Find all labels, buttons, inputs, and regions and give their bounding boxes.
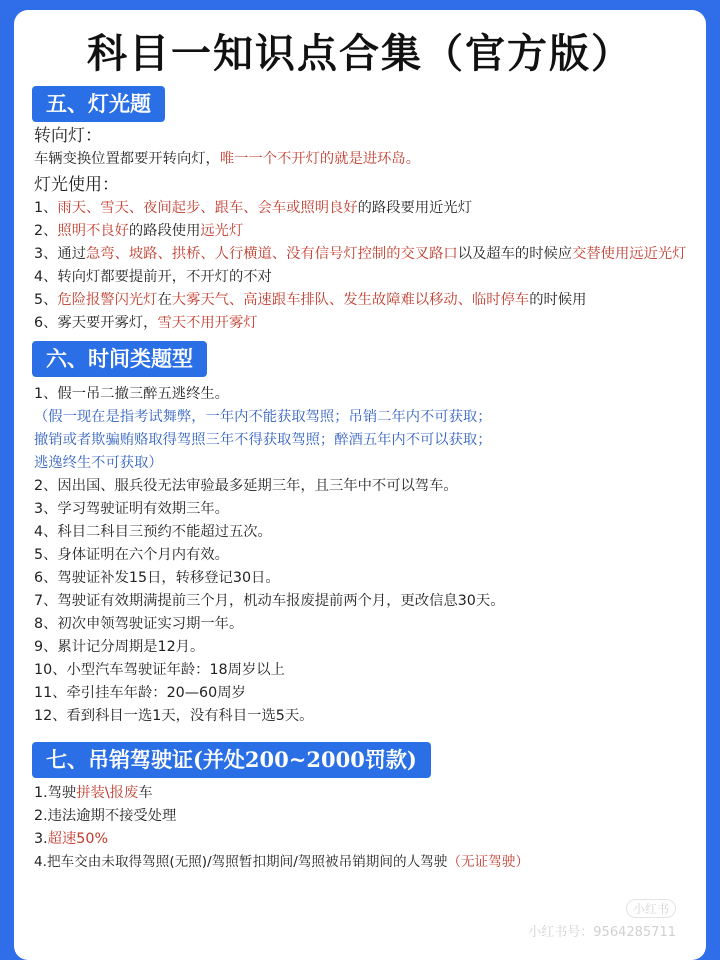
text-part: 1.驾驶 (34, 785, 77, 801)
text-highlight: 雨天、雪天、夜间起步、跟车、会车或照明良好 (57, 200, 358, 216)
content-card (14, 10, 706, 960)
text-highlight: 拼装\报废 (76, 785, 139, 801)
time-item-9: 9、累计记分周期是12月。 (34, 639, 205, 655)
time-item-7: 7、驾驶证有效期满提前三个月，机动车报废提前两个月，更改信息30天。 (34, 593, 505, 609)
text-part: 的时候用 (529, 292, 587, 308)
light-usage-label: 灯光使用： (34, 175, 119, 195)
text-highlight: 大雾天气、高速跟车排队、发生故障难以移动、临时停车 (171, 292, 530, 308)
time-note-line-3: 逃逸终生不可获取） (34, 455, 163, 471)
light-item-4: 4、转向灯都要提前开，不开灯的不对 (34, 269, 272, 285)
text-part: 以及超车的时候应 (457, 246, 573, 262)
time-note-line-1: （假一现在是指考试舞弊，一年内不能获取驾照；吊销二年内不可获取； (34, 409, 492, 425)
section-5-heading: 五、灯光题 (32, 86, 165, 122)
text-part: 1、 (34, 200, 58, 216)
text-part: 的路段使用 (128, 223, 201, 239)
text-part: 4.把车交由未取得驾照(无照)/驾照暂扣期间/驾照被吊销期间的人驾驶 (34, 854, 448, 870)
light-item-1 (34, 197, 688, 220)
text-part: 2、 (34, 223, 58, 239)
text-highlight: 远光灯 (200, 223, 244, 239)
text-part: 的路段要用近光灯 (357, 200, 473, 216)
text-highlight: 照明不良好 (57, 223, 129, 239)
revoke-item-3 (34, 828, 688, 851)
time-note-line-2: 撤销或者欺骗贿赂取得驾照三年不得获取驾照；醉酒五年内不可以获取； (34, 432, 492, 448)
text-part: 3. (34, 831, 48, 847)
text-part: 6、雾天要开雾灯， (34, 315, 158, 331)
text-highlight: 雪天不用开雾灯 (157, 315, 258, 331)
text-part: 车辆变换位置都要开转向灯， (34, 151, 220, 167)
text-highlight: 唯一一个不开灯的就是进环岛。 (219, 151, 421, 167)
watermark-badge: 小红书 (626, 899, 676, 918)
text-part: 5、 (34, 292, 58, 308)
time-item-8: 8、初次申领驾驶证实习期一年。 (34, 616, 244, 632)
section-6-heading: 六、时间类题型 (32, 341, 207, 377)
text-highlight: 超速50% (47, 831, 109, 847)
revoke-item-2: 2.违法逾期不接受处理 (34, 808, 177, 824)
section-7-heading: 七、吊销驾驶证(并处200~2000罚款) (32, 742, 431, 778)
text-part: 车 (138, 785, 153, 801)
text-part: 3、通过 (34, 246, 86, 262)
revoke-item-1 (34, 782, 688, 805)
light-item-2 (34, 220, 688, 243)
text-highlight: （无证驾驶） (447, 854, 529, 870)
section-7 (32, 742, 688, 874)
section-6 (32, 341, 688, 728)
turn-signal-label: 转向灯： (34, 126, 102, 146)
turn-signal-text (34, 148, 688, 171)
section-5 (32, 86, 688, 335)
revoke-item-4 (34, 851, 688, 874)
light-item-6 (34, 312, 688, 335)
text-highlight: 危险报警闪光灯 (57, 292, 158, 308)
time-item-10: 10、小型汽车驾驶证年龄：18周岁以上 (34, 662, 285, 678)
light-item-3 (34, 243, 688, 266)
text-highlight: 急弯、坡路、拱桥、人行横道、没有信号灯控制的交叉路口 (86, 246, 458, 262)
time-item-11: 11、牵引挂车年龄：20—60周岁 (34, 685, 246, 701)
time-item-5: 5、身体证明在六个月内有效。 (34, 547, 229, 563)
watermark-id: 小红书号：9564285711 (528, 925, 676, 940)
time-item-3: 3、学习驾驶证明有效期三年。 (34, 501, 229, 517)
time-item-1: 1、假一吊二撤三醉五逃终生。 (34, 386, 229, 402)
text-part: 在 (157, 292, 172, 308)
page-title: 科目一知识点合集（官方版） (87, 30, 633, 77)
light-item-5 (34, 289, 688, 312)
time-item-2: 2、因出国、服兵役无法审验最多延期三年，且三年中不可以驾车。 (34, 478, 458, 494)
text-highlight: 交替使用远近光灯 (572, 246, 687, 262)
time-item-4: 4、科目二科目三预约不能超过五次。 (34, 524, 272, 540)
time-item-12: 12、看到科目一选1天，没有科目一选5天。 (34, 708, 314, 724)
time-item-6: 6、驾驶证补发15日，转移登记30日。 (34, 570, 280, 586)
